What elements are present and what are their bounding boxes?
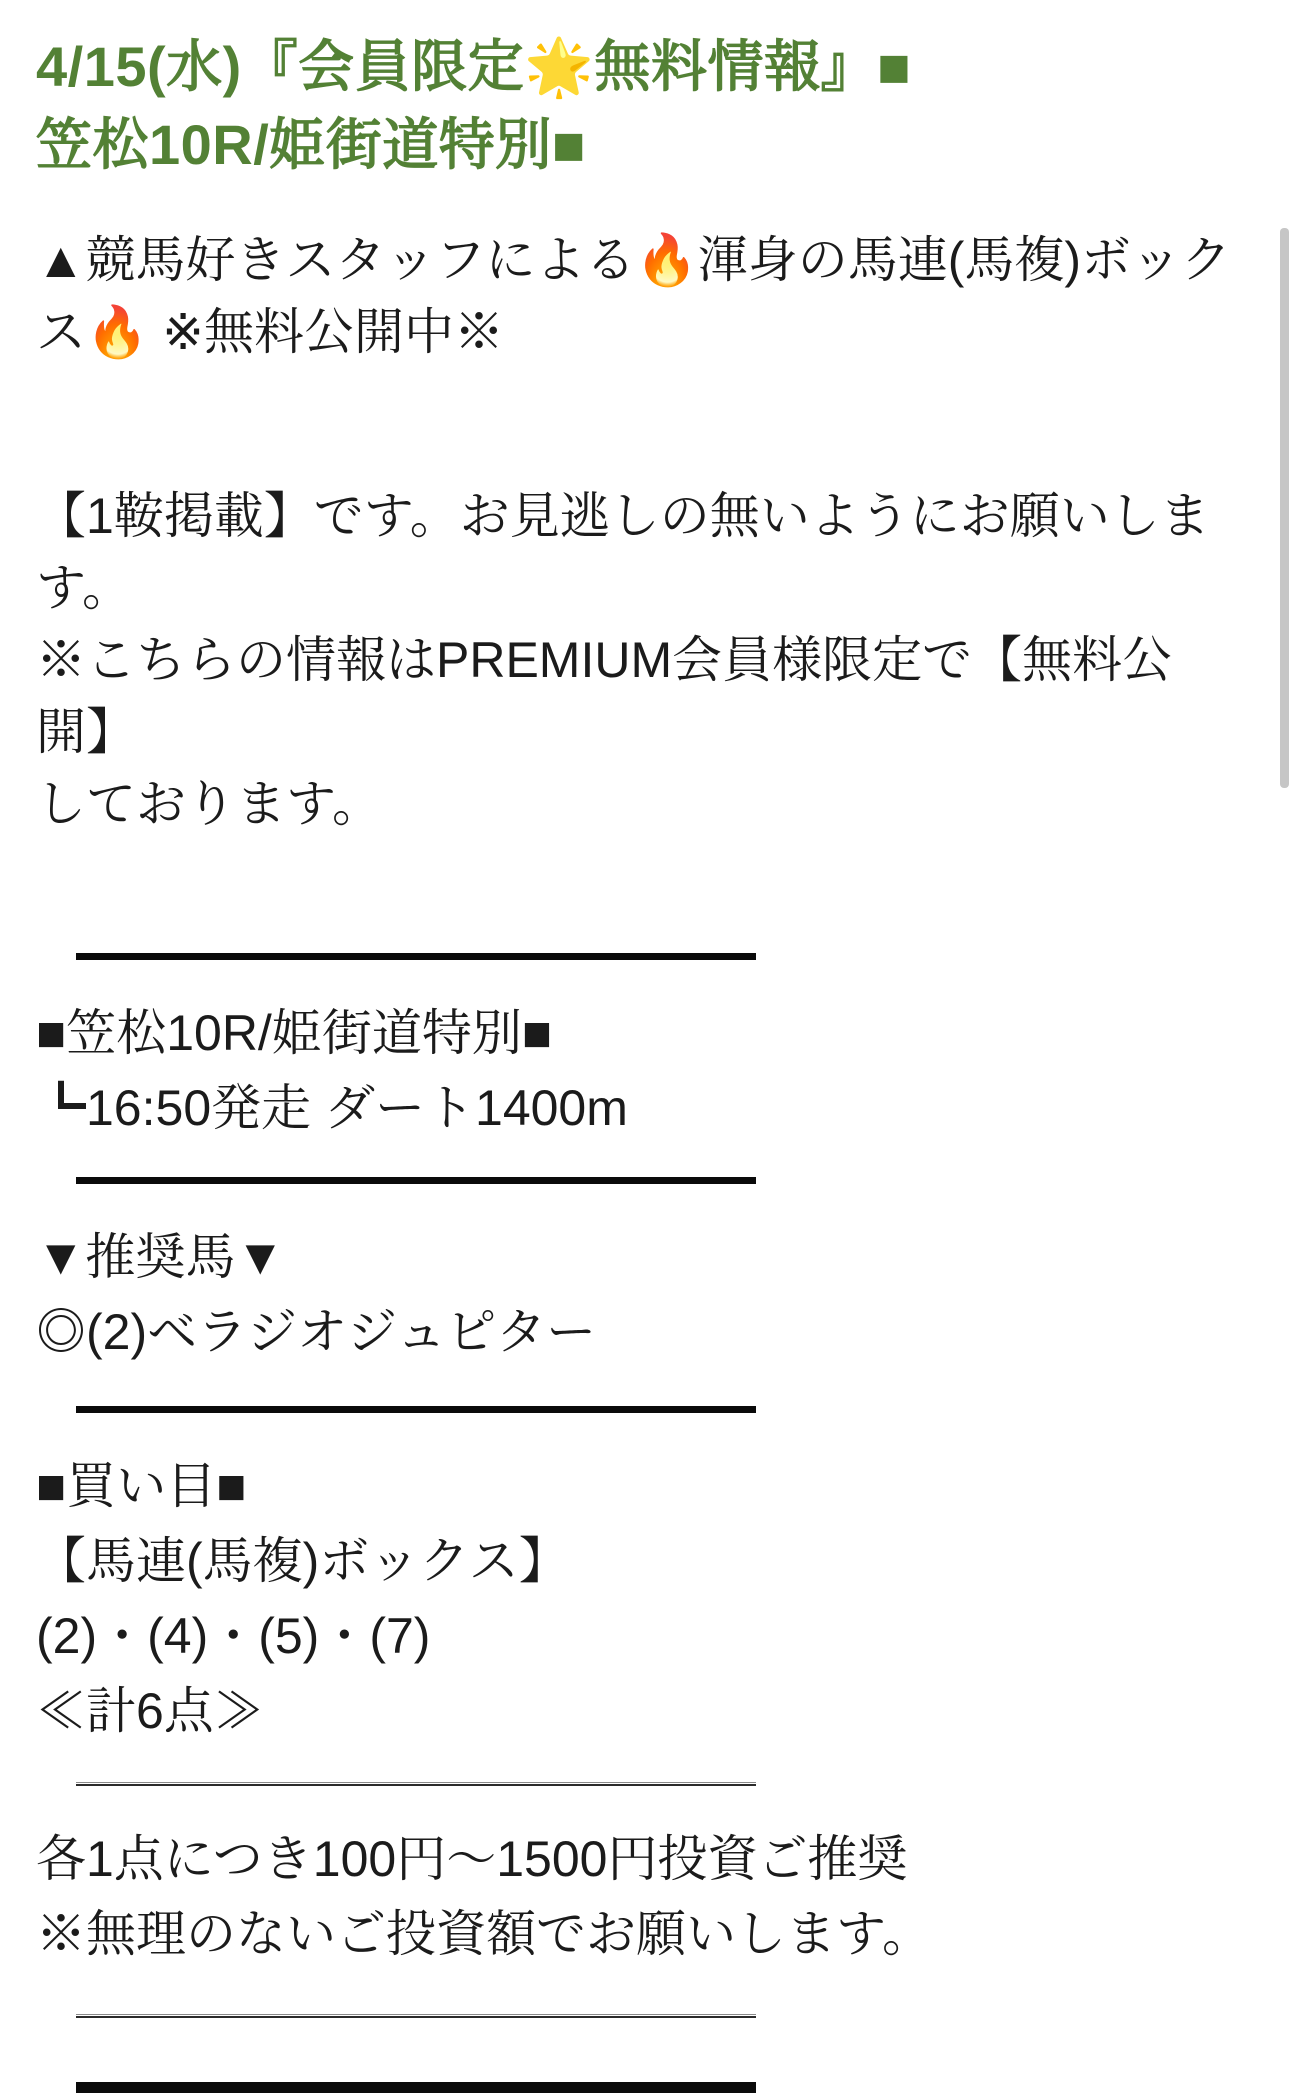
race-section xyxy=(36,996,1245,1146)
race-section-heading: ■笠松10R/姫街道特別■ xyxy=(36,1005,553,1061)
section-divider-thin xyxy=(76,1782,756,1786)
page-title xyxy=(36,28,1245,184)
section-divider-thick xyxy=(76,1177,756,1184)
notice-paragraph xyxy=(36,480,1245,840)
recommended-horse: ◎(2)ベラジオジュピター xyxy=(36,1304,597,1360)
intro-line-1: ▲競馬好きスタッフによる🔥渾身の馬連(馬複)ボック xyxy=(36,232,1232,288)
section-divider-thick xyxy=(76,953,756,960)
bottom-divider-thick xyxy=(76,2082,756,2093)
investment-advice-section xyxy=(36,1822,1245,1972)
bet-total-count: ≪計6点≫ xyxy=(36,1683,264,1739)
notice-line-2: す。 xyxy=(36,560,132,616)
race-start-info: ┗16:50発走 ダート1400m xyxy=(36,1080,628,1136)
notice-line-4: しております。 xyxy=(36,776,382,832)
title-line-2: 笠松10R/姫街道特別■ xyxy=(36,113,587,176)
picks-heading: ▼推奨馬▼ xyxy=(36,1229,285,1285)
bets-heading: ■買い目■ xyxy=(36,1458,247,1514)
section-divider-thin xyxy=(76,2014,756,2018)
investment-advice: 各1点につき100円〜1500円投資ご推奨 xyxy=(36,1831,908,1887)
investment-warning: ※無理のないご投資額でお願いします。 xyxy=(36,1906,932,1962)
scrollbar[interactable] xyxy=(1279,0,1289,2032)
bets-section xyxy=(36,1449,1245,1749)
section-divider-thick xyxy=(76,1406,756,1413)
notice-line-3: ※こちらの情報はPREMIUM会員様限定で【無料公開】 xyxy=(36,632,1173,760)
intro-paragraph xyxy=(36,224,1245,368)
bet-numbers: (2)・(4)・(5)・(7) xyxy=(36,1608,431,1664)
bet-type: 【馬連(馬複)ボックス】 xyxy=(36,1533,569,1589)
intro-line-2: ス🔥 ※無料公開中※ xyxy=(36,304,505,360)
recommended-horse-section xyxy=(36,1220,1245,1370)
title-line-1: 4/15(水)『会員限定🌟無料情報』■ xyxy=(36,35,912,98)
notice-line-1: 【1鞍掲載】です。お見逃しの無いようにお願いしま xyxy=(36,488,1210,544)
scrollbar-thumb[interactable] xyxy=(1280,228,1289,788)
